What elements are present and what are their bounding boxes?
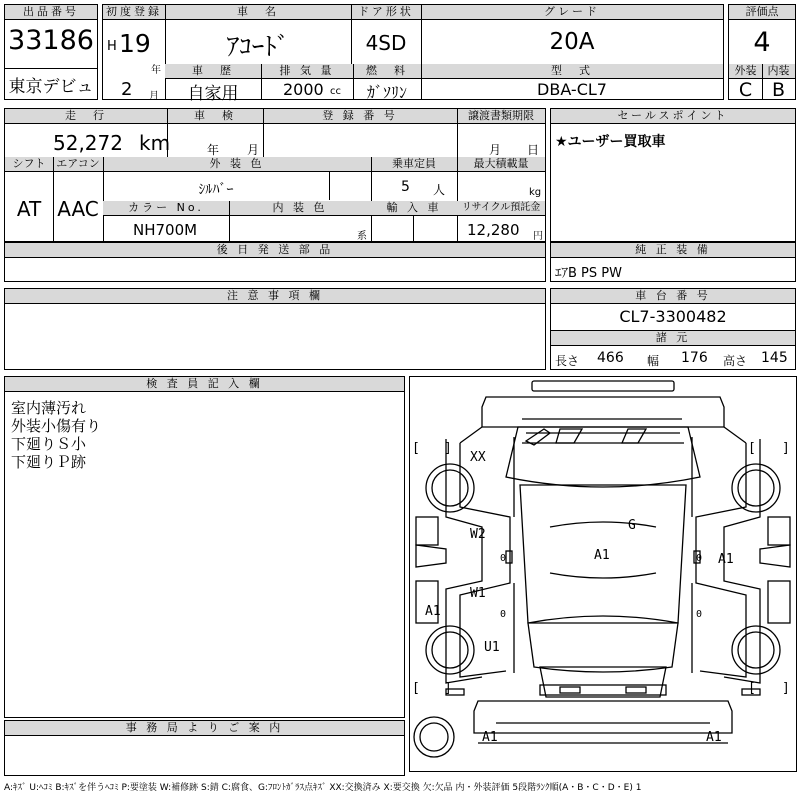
zero-mark-1: 0: [500, 553, 507, 564]
first-reg-month: 2: [121, 79, 133, 100]
int-label: 内装: [762, 64, 795, 79]
history: 自家用: [187, 84, 239, 104]
mark-a1-center: A1: [594, 548, 610, 563]
office-box: [4, 720, 405, 776]
model-label: 型 式: [421, 64, 723, 79]
height: 145: [761, 350, 788, 366]
exterior-color: ｼﾙﾊﾞｰ: [198, 182, 234, 198]
door-label: ドア形状: [351, 5, 421, 20]
ext-label: 外装: [729, 64, 762, 79]
bracket-br2: ]: [782, 681, 790, 696]
bracket-br: [: [748, 681, 756, 696]
mark-u1: U1: [484, 640, 500, 655]
notes-label: 注 意 事 項 欄: [5, 289, 545, 304]
inspector-label: 検 査 員 記 入 欄: [5, 377, 404, 392]
grade: 20A: [549, 29, 595, 55]
capacity: 5: [401, 179, 410, 195]
width-label: 幅: [647, 354, 660, 368]
displacement-label: 排 気 量: [261, 64, 353, 79]
recycle-unit: 円: [533, 231, 543, 242]
color-no-label: カラー No.: [103, 201, 229, 216]
transfer-month-unit: 月: [489, 143, 502, 157]
dims-label: 諸 元: [551, 330, 795, 346]
ext-grade: C: [738, 79, 753, 101]
shift-label: シフト: [5, 157, 53, 172]
ac: AAC: [57, 197, 99, 221]
score-box: [728, 4, 796, 100]
mileage: 52,272: [53, 131, 123, 155]
color-no: NH700M: [133, 221, 198, 239]
inspector-box: [4, 376, 405, 718]
year-unit: 年: [151, 65, 161, 76]
load-label: 最大積載量: [457, 157, 545, 172]
recycle-amount: 12,280: [467, 221, 520, 239]
inspector-line-2: 外装小傷有り: [11, 417, 102, 435]
zero-mark-4: 0: [696, 609, 703, 620]
sales-point-label: セールスポイント: [551, 109, 795, 124]
history-label: 車 歴: [165, 64, 261, 79]
load-unit: kg: [529, 187, 542, 198]
mileage-label: 走 行: [5, 109, 167, 124]
zero-mark-2: 0: [500, 609, 507, 620]
equipment-text: ｴｱB PS PW: [555, 266, 622, 281]
grade-label: グレード: [421, 5, 723, 20]
lot-label: 出品番号: [5, 5, 97, 20]
shift: AT: [16, 197, 42, 221]
model: DBA-CL7: [537, 80, 607, 99]
capacity-label: 乗車定員: [371, 157, 457, 172]
bracket-tl: [: [412, 441, 420, 456]
equipment-label: 純 正 装 備: [551, 243, 795, 258]
score-label: 評価点: [729, 5, 795, 20]
chassis-box: [550, 288, 796, 370]
equipment-box: [550, 242, 796, 282]
chassis-label: 車 台 番 号: [551, 289, 795, 304]
later-parts-box: [4, 242, 546, 282]
fuel-label: 燃 料: [353, 64, 421, 79]
chassis-number: CL7-3300482: [619, 307, 727, 326]
first-reg-label: 初度登録: [103, 5, 165, 20]
recycle-label: リサイクル預託金: [457, 201, 545, 216]
door-type: 4SD: [365, 31, 407, 55]
bracket-tr: [: [748, 441, 756, 456]
int-grade: B: [771, 79, 786, 101]
mark-w1: W1: [470, 586, 486, 601]
length: 466: [597, 350, 624, 366]
mark-a1-rear-left: A1: [482, 730, 498, 745]
displacement-unit: cc: [330, 86, 341, 97]
bracket-bl: [: [412, 681, 420, 696]
detail-box: [4, 108, 546, 242]
transfer-day-unit: 日: [527, 143, 540, 157]
lot-number: 33186: [8, 25, 94, 56]
notes-box: [4, 288, 546, 370]
inspection-label: 車 検: [167, 109, 263, 124]
insp-month-unit: 月: [247, 143, 260, 157]
int-color-label: 内 装 色: [229, 201, 371, 216]
width: 176: [681, 350, 708, 366]
lot-box: [4, 4, 98, 100]
mark-a1-right: A1: [718, 552, 734, 567]
zero-mark-3: 0: [696, 553, 703, 564]
debut-text: 東京デビュ: [8, 77, 94, 97]
mark-g: G: [628, 518, 636, 533]
insp-year-unit: 年: [207, 143, 220, 157]
month-unit: 月: [149, 91, 159, 102]
score: 4: [753, 27, 771, 58]
import-label: 輸 入 車: [371, 201, 457, 216]
office-label: 事 務 局 よ り ご 案 内: [5, 721, 404, 736]
bracket-tl2: ]: [444, 441, 452, 456]
sales-point-box: [550, 108, 796, 242]
ac-label: エアコン: [53, 157, 103, 172]
length-label: 長さ: [555, 354, 580, 368]
transfer-label: 譲渡書類期限: [457, 109, 545, 124]
displacement: 2000: [283, 80, 324, 99]
first-reg-year: 19: [119, 29, 151, 58]
vehicle-info-box: [102, 4, 724, 104]
height-label: 高さ: [723, 354, 748, 368]
bracket-tr2: ]: [782, 441, 790, 456]
mark-xx: XX: [470, 450, 486, 465]
fuel: ｶﾞｿﾘﾝ: [366, 83, 407, 102]
car-name: ｱｺｰﾄﾞ: [226, 32, 290, 61]
mark-w2: W2: [470, 527, 486, 542]
inspector-line-3: 下廻りＳ小: [11, 435, 87, 453]
mark-a1-left: A1: [425, 604, 441, 619]
car-name-label: 車 名: [165, 5, 351, 20]
mileage-unit: km: [139, 131, 171, 155]
bracket-bl2: ]: [444, 681, 452, 696]
reg-no-label: 登 録 番 号: [263, 109, 457, 124]
car-damage-diagram: [409, 376, 797, 772]
mark-a1-rear-right: A1: [706, 730, 722, 745]
inspector-line-1: 室内薄汚れ: [11, 399, 87, 417]
legend-text: A:ｷｽﾞ U:ﾍｺﾐ B:ｷｽﾞを伴うﾍｺﾐ P:要塗装 W:補修跡 S:錆 C:腐食、G:ﾌﾛﾝﾄｶﾞﾗｽ点ｷｽﾞ XX:交換済み X:要交換 欠:欠品 内・外装評価 5段階ﾗﾝｸ順(A・B・C・D・E) 1: [4, 783, 642, 793]
car-outline-drawing: [410, 377, 796, 771]
era: H: [107, 39, 117, 54]
capacity-unit: 人: [433, 183, 446, 197]
color-label: 外 装 色: [103, 157, 371, 172]
later-parts-label: 後 日 発 送 部 品: [5, 243, 545, 258]
sales-point-text: ★ユーザー買取車: [555, 134, 666, 150]
int-color-unit: 系: [357, 231, 367, 242]
inspector-line-4: 下廻りＰ跡: [11, 453, 87, 471]
